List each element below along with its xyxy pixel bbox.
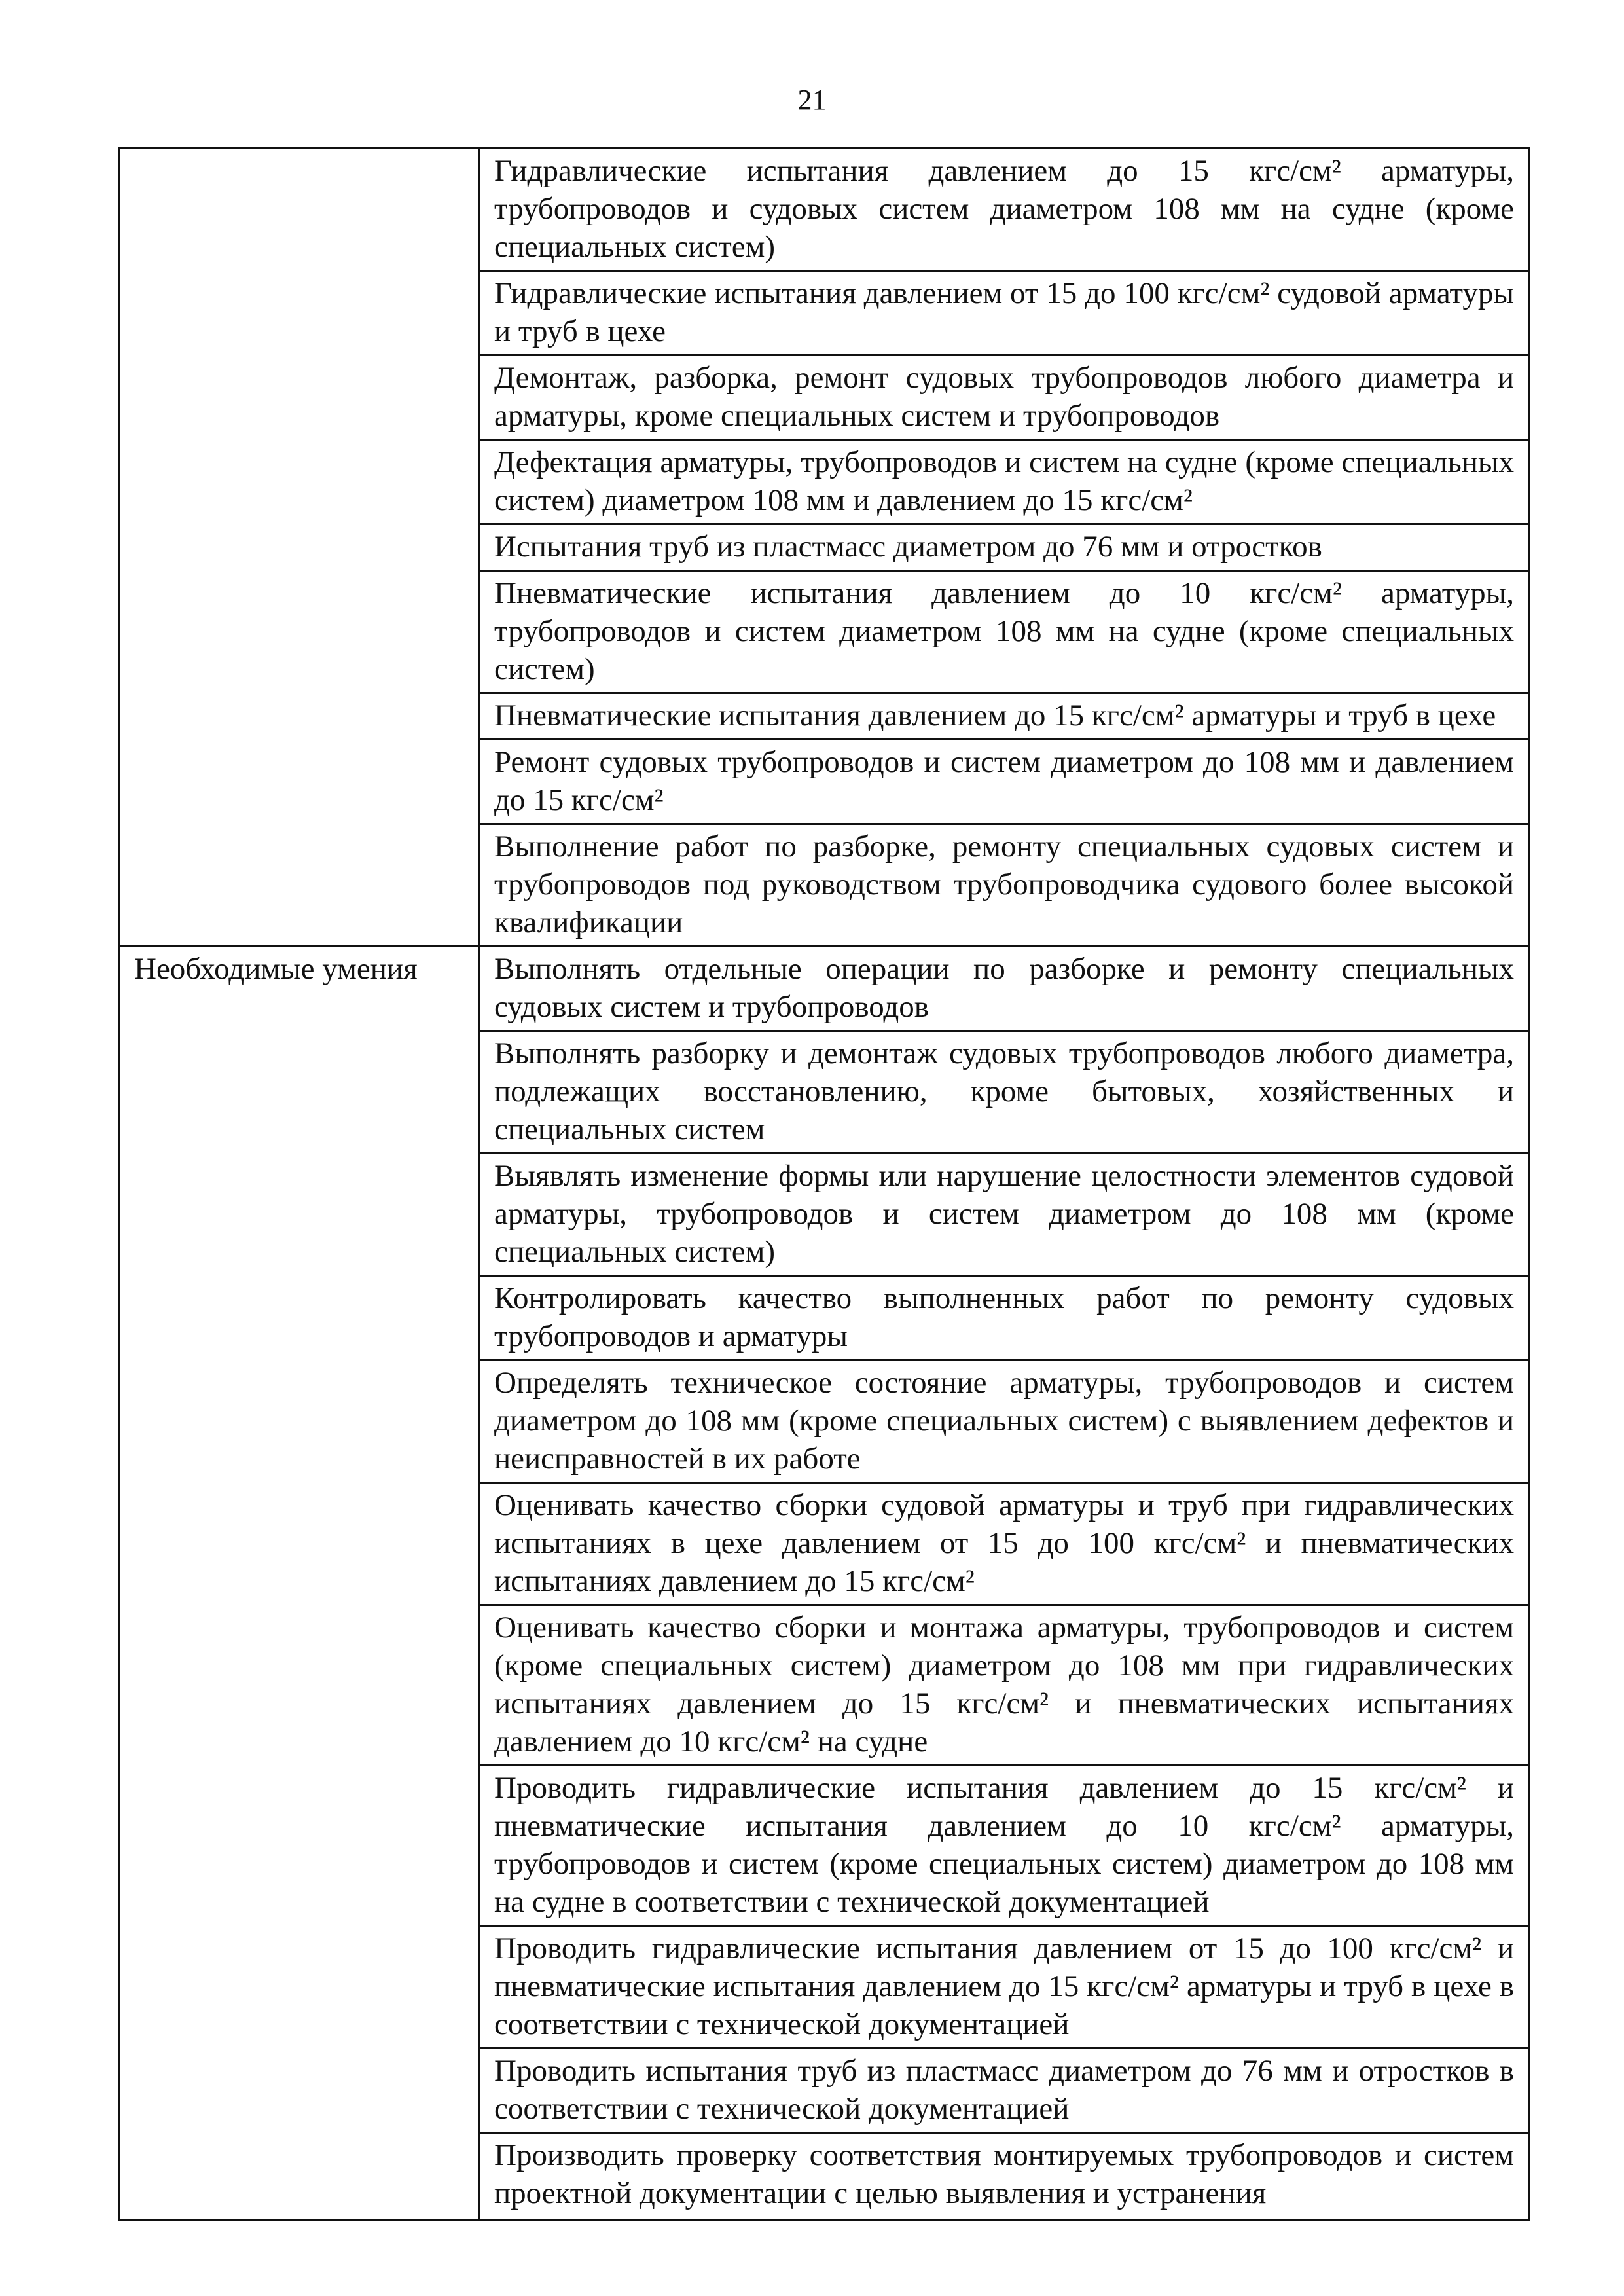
table-row (119, 947, 1530, 1031)
row-text: Дефектация арматуры, трубопроводов и систем на судне (кроме специальных систем) диаметром 108 мм и давлением до 15 кгс/см² (479, 440, 1530, 524)
row-text: Ремонт судовых трубопроводов и систем диаметром до 108 мм и давлением до 15 кгс/см² (479, 740, 1530, 824)
row-text: Оценивать качество сборки и монтажа арматуры, трубопроводов и систем (кроме специальных систем) диаметром до 108 мм при гидравлических испытаниях давлением до 15 кгс/см² и пневматических испытаниях давлением до 10 кгс/см² на судне (479, 1605, 1530, 1766)
row-text: Производить проверку соответствия монтируемых трубопроводов и систем проектной документации с целью выявления и устранения (479, 2133, 1530, 2220)
row-label-empty (119, 149, 479, 947)
row-text: Проводить гидравлические испытания давлением до 15 кгс/см² и пневматические испытания давлением до 10 кгс/см² арматуры, трубопроводов и систем (кроме специальных систем) диаметром до 108 мм на судне в соответствии с технической документацией (479, 1766, 1530, 1926)
row-text: Проводить испытания труб из пластмасс диаметром до 76 мм и отростков в соответствии с технической документацией (479, 2049, 1530, 2133)
qualification-table (118, 147, 1530, 2221)
row-text: Определять техническое состояние арматуры, трубопроводов и систем диаметром до 108 мм (кроме специальных систем) с выявлением дефектов и неисправностей в их работе (479, 1360, 1530, 1483)
page-number: 21 (797, 84, 827, 116)
row-text: Контролировать качество выполненных работ по ремонту судовых трубопроводов и арматуры (479, 1276, 1530, 1360)
row-text: Пневматические испытания давлением до 10 кгс/см² арматуры, трубопроводов и систем диаметром 108 мм на судне (кроме специальных систем) (479, 571, 1530, 693)
row-text: Выполнять отдельные операции по разборке и ремонту специальных судовых систем и трубопроводов (479, 947, 1530, 1031)
row-text: Выполнять разборку и демонтаж судовых трубопроводов любого диаметра, подлежащих восстановлению, кроме бытовых, хозяйственных и специальных систем (479, 1031, 1530, 1154)
row-text: Оценивать качество сборки судовой арматуры и труб при гидравлических испытаниях в цехе давлением от 15 до 100 кгс/см² и пневматических испытаниях давлением до 15 кгс/см² (479, 1483, 1530, 1605)
row-text: Гидравлические испытания давлением от 15 до 100 кгс/см² судовой арматуры и труб в цехе (479, 271, 1530, 355)
row-text: Испытания труб из пластмасс диаметром до 76 мм и отростков (479, 524, 1530, 571)
row-label-skills: Необходимые умения (119, 947, 479, 2220)
row-text: Гидравлические испытания давлением до 15 кгс/см² арматуры, трубопроводов и судовых систем диаметром 108 мм на судне (кроме специальных систем) (479, 149, 1530, 271)
row-text: Демонтаж, разборка, ремонт судовых трубопроводов любого диаметра и арматуры, кроме специальных систем и трубопроводов (479, 355, 1530, 440)
row-text: Пневматические испытания давлением до 15 кгс/см² арматуры и труб в цехе (479, 693, 1530, 740)
row-text: Выполнение работ по разборке, ремонту специальных судовых систем и трубопроводов под руководством трубопроводчика судового более высокой квалификации (479, 824, 1530, 947)
table-row (119, 149, 1530, 271)
row-text: Проводить гидравлические испытания давлением от 15 до 100 кгс/см² и пневматические испытания давлением до 15 кгс/см² арматуры и труб в цехе в соответствии с технической документацией (479, 1926, 1530, 2049)
row-text: Выявлять изменение формы или нарушение целостности элементов судовой арматуры, трубопроводов и систем диаметром до 108 мм (кроме специальных систем) (479, 1154, 1530, 1276)
